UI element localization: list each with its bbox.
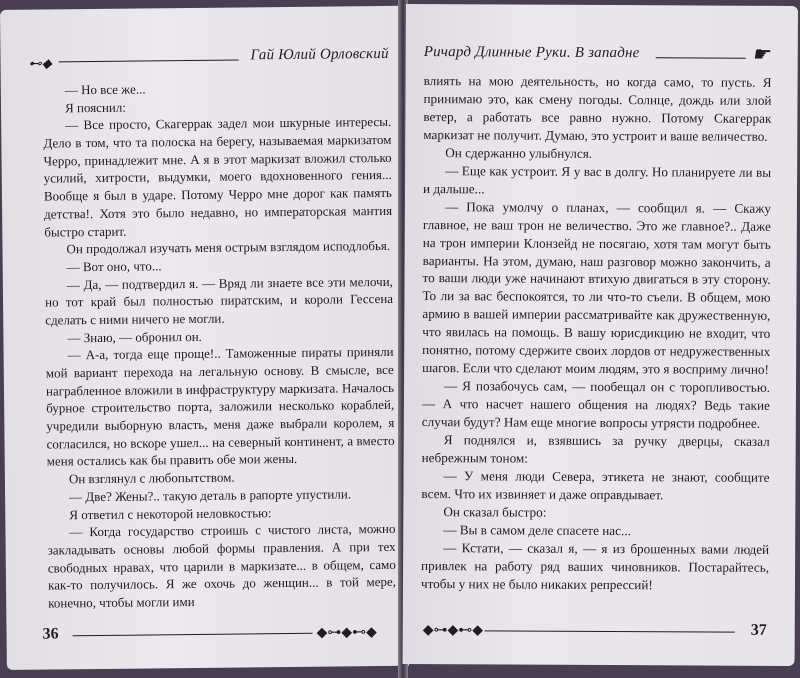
left-page-footer: [42, 620, 378, 648]
right-header-rule: [656, 57, 746, 58]
paragraph: — Кстати, — сказал я, — я из брошенных вами людей привлек на работу ряд ваших чиновников. Постарайтесь, чтобы у них не было никаких репрессий!: [420, 539, 770, 592]
paragraph: — Еще как устроит. Я у вас в долгу. Но планируете ли вы и дальше...: [423, 162, 772, 197]
left-header-title: Гай Юлий Орловский: [250, 45, 389, 64]
paragraph: Он сказал быстро:: [443, 504, 547, 520]
left-running-header: [28, 34, 389, 71]
paragraph: Я пояснил:: [64, 99, 127, 116]
paragraph: — Две? Жены?.. такую деталь в рапорте упустили.: [69, 486, 352, 505]
paragraph: — Да, — подтвердил я. — Вряд ли знаете все эти мелочи, но тот край был полностью пиратским, и короли Гессена сделать с ними ничего не могли.: [44, 273, 394, 328]
right-page: [403, 4, 798, 666]
paragraph: — А-а, тогда еще проще!.. Таможенные пираты приняли мой вариант перехода на легальную основу. В смысле, все награбленное вложили в инфраструктуру маркизата. Началось бурное строительство порта, заложили несколько кораблей, учредили выборную власть, меня даже выбрали королем, я согласился, но вскоре ушел... на северный континент, а вместо меня остались как бы править обе мои жены.: [45, 344, 395, 469]
paragraph: Он сдержанно улыбнулся.: [445, 144, 593, 161]
left-page-number: 36: [42, 625, 59, 643]
left-footer-ornament: ◆⊶◆⊷◆: [316, 625, 377, 641]
paragraph: — Когда государство строишь с чистого листа, можно закладывать основы любой формы правления. А при тех свободных нравах, что царили в маркизате... в общем, само как-то получилось. Я же охочь до женщин... в той мере, конечно, чтобы могли ими: [47, 521, 397, 611]
paragraph: Я поднялся и, взявшись за ручку дверцы, сказал небрежным тоном:: [421, 432, 770, 466]
paragraph: Он взглянул с любопытством.: [68, 469, 235, 487]
paragraph: — Вы в самом деле спасете нас...: [443, 521, 631, 538]
paragraph: влиять на мою деятельность, но когда само, то пусть. Я принимаю это, как смену погоды. Солнце, дождь или злой ветер, а работать все равно нужно. Потому Скагеррак маркизат не получит. Думаю, это устроит и ваше величество.: [423, 73, 772, 144]
paragraph: Я ответил с некоторой неловкостью:: [69, 504, 272, 522]
paragraph: — Вот оно, что...: [66, 258, 162, 275]
right-page-number: 37: [750, 621, 767, 639]
left-footer-rule: [73, 633, 313, 637]
left-page-text: [43, 78, 397, 612]
left-page: [0, 6, 409, 670]
paragraph: — Пока умолчу о планах, — сообщил я. — Скажу главное, не ваш трон не величество. Это же главное?.. Даже на трон империи Клонзейд не посягаю, хотя там могут быть варианты. На этом, думаю, наш разговор можно закончить, а то ваши люди уже начинают втихую двигаться в эту сторону. То ли за вас беспокоятся, то ли что-то съели. В общем, мою армию в вашей империи рассматривайте как дружественную, что явилась на помощь. В вашу юрисдикцию не входит, что понятно, потому сдержите своих лордов от недружественных шагов. Если что сделают моим людям, это я восприму лично!: [422, 198, 771, 378]
right-header-title: Ричард Длинные Руки. В западне: [423, 44, 640, 62]
right-page-footer: [423, 618, 767, 644]
right-running-header: [424, 32, 778, 64]
paragraph: — Знаю, — обронил он.: [67, 328, 202, 345]
paragraph: — У меня люди Севера, этикета не знают, сообщите всем. Что их извиняет и даже оправдывает.: [421, 468, 770, 503]
paragraph: — Все просто, Скагеррак задел мои шкурные интересы. Дело в том, что та полоска на берегу, называемая маркизатом Черро, принадлежит мне. А я в этот маркизат вложил столько усилий, хитрости, выдумки, моего вдохновенного гения... Вообще я был в ударе. Потому Черро мне дорог как память детства!. Хотя это было недавно, но императорская мантия быстро старит.: [43, 114, 393, 240]
left-header-rule: [59, 60, 239, 63]
right-footer-rule: [485, 630, 735, 632]
paragraph: — Но все же...: [64, 81, 146, 98]
paragraph: Он продолжал изучать меня острым взглядом исподлобья.: [66, 238, 391, 257]
right-page-text: [421, 72, 772, 594]
left-header-ornament: ⊷◆: [28, 55, 53, 71]
paragraph: — Я позабочусь сам, — пообещал он с торопливостью. — А что насчет нашего общения на людях? Ведь такие случаи будут? Нам еще многие вопросы утрясти подробнее.: [421, 378, 771, 431]
right-footer-ornament: ◆⊶◆⊷◆: [422, 623, 484, 639]
pointing-hand-icon: ☛: [751, 43, 770, 66]
